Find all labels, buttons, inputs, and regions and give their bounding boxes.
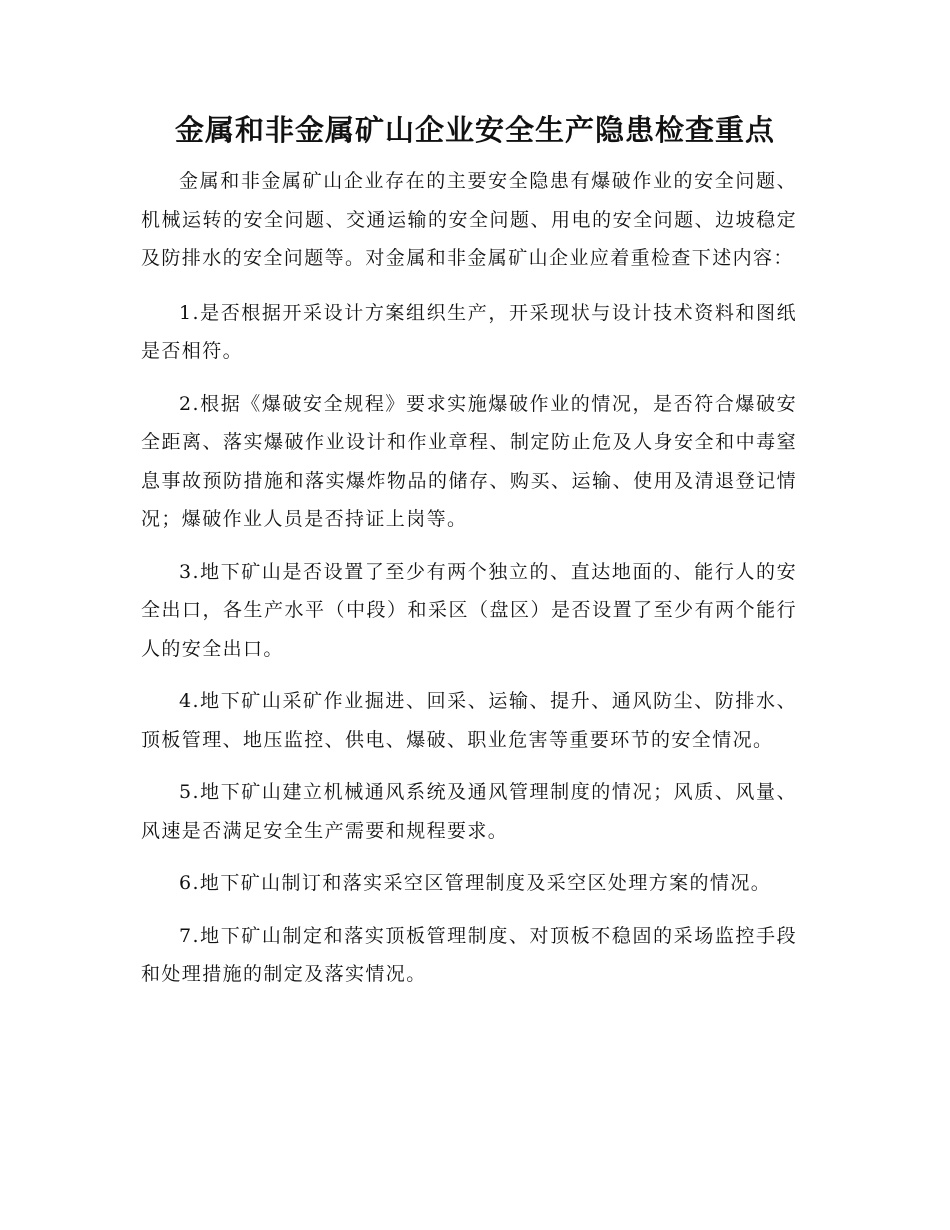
document-body <box>141 162 797 994</box>
item-paragraph-1: 1.是否根据开采设计方案组织生产，开采现状与设计技术资料和图纸是否相符。 <box>141 301 797 362</box>
item-paragraph-7: 7.地下矿山制定和落实顶板管理制度、对顶板不稳固的采场监控手段和处理措施的制定及落实情况。 <box>141 924 797 985</box>
item-paragraph-3: 3.地下矿山是否设置了至少有两个独立的、直达地面的、能行人的安全出口，各生产水平（中段）和采区（盘区）是否设置了至少有两个能行人的安全出口。 <box>141 560 797 660</box>
intro-paragraph: 金属和非金属矿山企业存在的主要安全隐患有爆破作业的安全问题、机械运转的安全问题、交通运输的安全问题、用电的安全问题、边坡稳定及防排水的安全问题等。对金属和非金属矿山企业应着重检查下述内容： <box>141 170 797 269</box>
item-paragraph-2: 2.根据《爆破安全规程》要求实施爆破作业的情况，是否符合爆破安全距离、落实爆破作业设计和作业章程、制定防止危及人身安全和中毒窒息事故预防措施和落实爆炸物品的储存、购买、运输、使用及清退登记情况；爆破作业人员是否持证上岗等。 <box>141 392 797 530</box>
item-paragraph-6: 6.地下矿山制订和落实采空区管理制度及采空区处理方案的情况。 <box>179 872 772 894</box>
document-title: 金属和非金属矿山企业安全生产隐患检查重点 <box>174 113 775 147</box>
item-paragraph-5: 5.地下矿山建立机械通风系统及通风管理制度的情况；风质、风量、风速是否满足安全生产需要和规程要求。 <box>141 781 797 842</box>
item-paragraph-4: 4.地下矿山采矿作业掘进、回采、运输、提升、通风防尘、防排水、顶板管理、地压监控、供电、爆破、职业危害等重要环节的安全情况。 <box>141 690 797 751</box>
